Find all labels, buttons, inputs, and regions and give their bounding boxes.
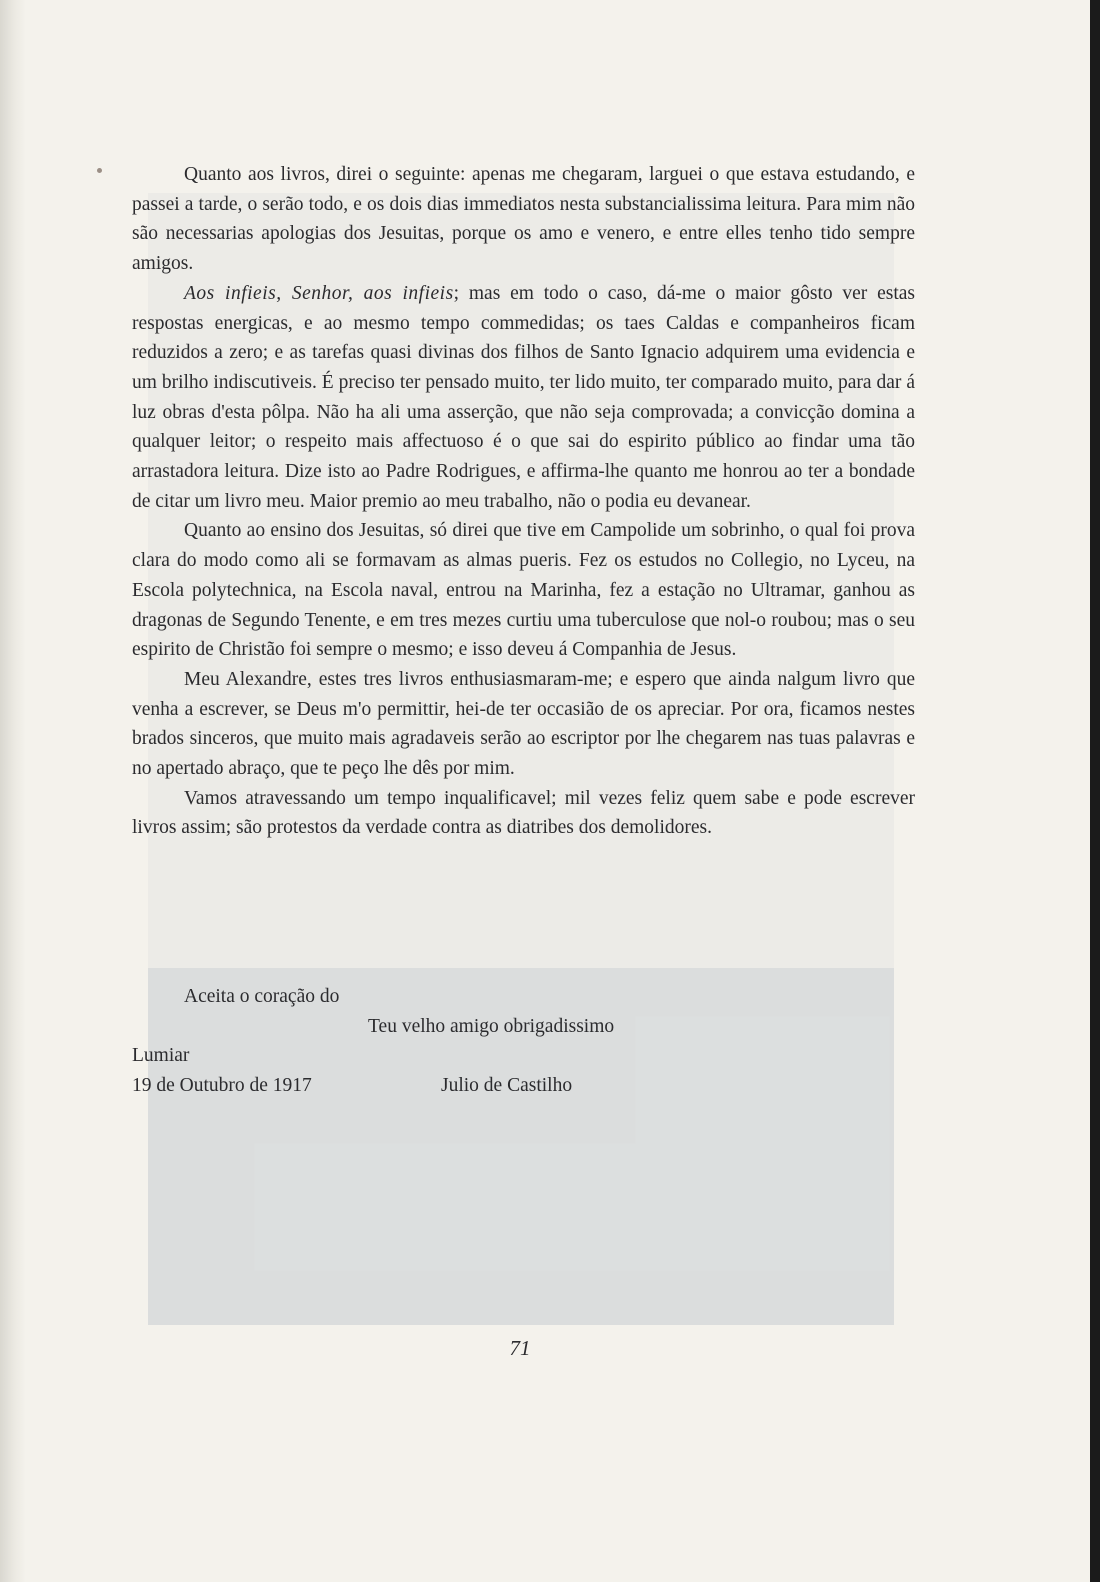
paragraph-2 <box>132 279 915 517</box>
paragraph-2-italic-quote: Aos infieis, Senhor, aos infieis <box>184 282 454 304</box>
date: 19 de Outubro de 1917 <box>132 1075 312 1096</box>
signature: Julio de Castilho <box>441 1075 573 1096</box>
salutation: Aceita o coração do <box>184 986 340 1007</box>
paragraph-4: Meu Alexandre, estes tres livros enthusiasmaram-me; e espero que ainda nalgum livro que venha a escrever, se Deus m'o permittir, hei-de ter occasião de os apreciar. Por ora, ficamos nestes brados sinceros, que muito mais agradaveis serão ao escriptor por lhe chegarem nas tuas palavras e no apertado abraço, que te peço lhe dês por mim. <box>132 668 915 780</box>
place: Lumiar <box>132 1045 190 1066</box>
margin-dot-mark <box>97 168 102 173</box>
paragraph-1: Quanto aos livros, direi o seguinte: apenas me chegaram, larguei o que estava estudando, e passei a tarde, o serão todo, e os dois dias immediatos nesta substancialissima leitura. Para mim não são necessarias apologias dos Jesuitas, porque os amo e venero, e entre elles tenho tido sempre amigos. <box>132 164 915 275</box>
letter-body <box>132 160 915 843</box>
paragraph-5: Vamos atravessando um tempo inqualificavel; mil vezes feliz quem sabe e pode escrever livros assim; são protestos da verdade contra as diatribes dos demolidores. <box>132 787 915 839</box>
paragraph-3: Quanto ao ensino dos Jesuitas, só direi que tive em Campolide um sobrinho, o qual foi prova clara do modo como ali se formavam as almas pueris. Fez os estudos no Collegio, no Lyceu, na Escola polytechnica, na Escola naval, entrou na Marinha, fez a estação no Ultramar, ganhou as dragonas de Segundo Tenente, e em tres mezes curtiu uma tuberculose que nol-o roubou; mas o seu espirito de Christão foi sempre o mesmo; e isso deveu á Companhia de Jesus. <box>132 520 915 661</box>
valediction: Teu velho amigo obrigadissimo <box>368 1016 615 1037</box>
paragraph-2-text: ; mas em todo o caso, dá-me o maior gôsto ver estas respostas energicas, e ao mesmo tempo commedidas; os taes Caldas e companheiros ficam reduzidos a zero; e as tarefas quasi divinas dos filhos de Santo Ignacio adquirem uma evidencia e um brilho indiscutiveis. É preciso ter pensado muito, ter lido muito, ter comparado muito, para dar á luz obras d'esta pôlpa. Não ha ali uma asserção, que não seja comprovada; a convicção domina a qualquer leitor; o respeito mais affectuoso é o que sai do espirito público ao findar uma tão arrastadora leitura. Dize isto ao Padre Rodrigues, e affirma-lhe quanto me honrou ao ter a bondade de citar um livro meu. Maior premio ao meu trabalho, não o podia eu devanear. <box>132 282 916 512</box>
scan-edge <box>1090 0 1100 1582</box>
gutter-shadow <box>0 0 26 1582</box>
page-number: 71 <box>509 1336 531 1360</box>
